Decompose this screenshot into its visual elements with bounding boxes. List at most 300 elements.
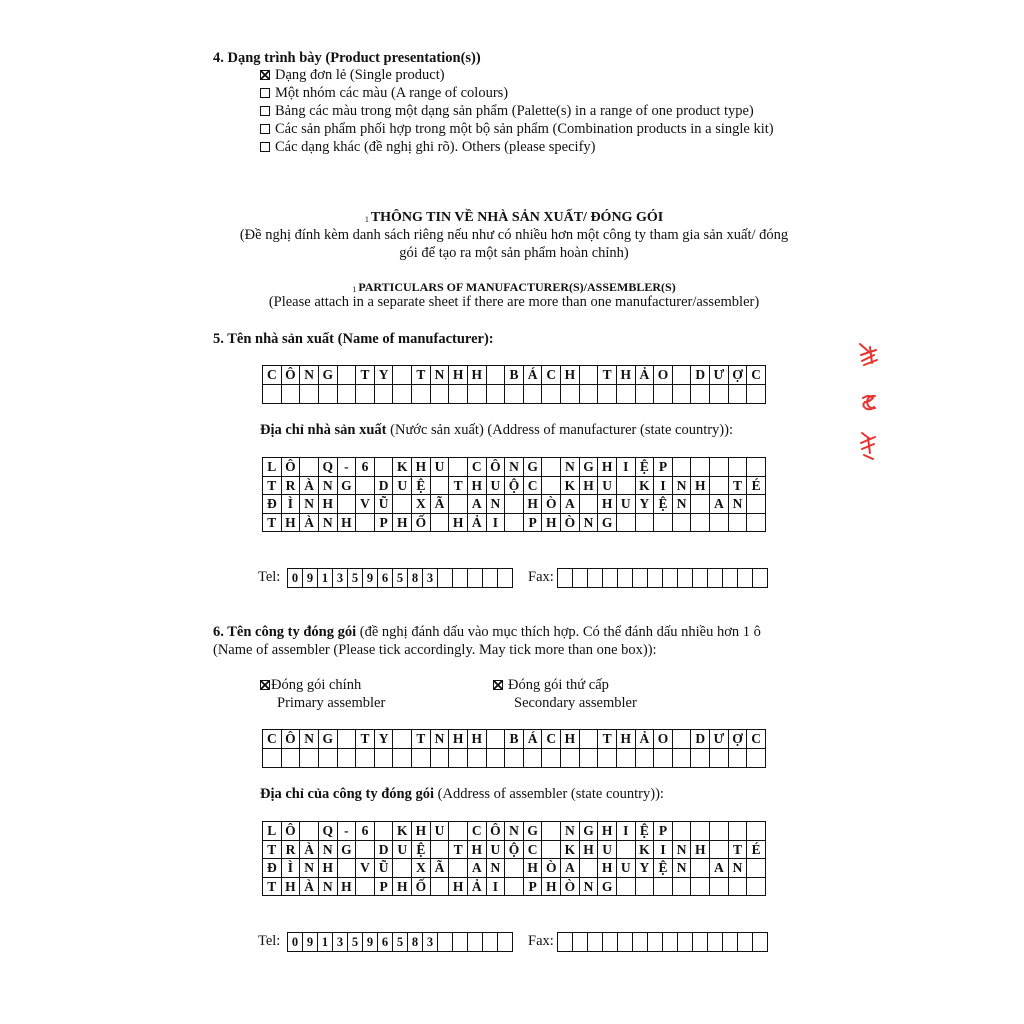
grid-cell bbox=[753, 569, 768, 588]
grid-cell: H bbox=[598, 822, 617, 841]
grid-cell bbox=[654, 385, 673, 404]
grid-cell bbox=[356, 841, 375, 860]
grid-cell bbox=[691, 495, 710, 514]
grid-cell: H bbox=[319, 495, 338, 514]
grid-cell: Ả bbox=[636, 730, 655, 749]
grid-cell bbox=[542, 458, 561, 477]
grid-cell bbox=[498, 933, 513, 952]
grid-cell: H bbox=[617, 730, 636, 749]
grid-cell: T bbox=[729, 477, 748, 496]
grid-cell bbox=[673, 514, 692, 533]
grid-cell bbox=[338, 366, 357, 385]
grid-cell bbox=[449, 822, 468, 841]
grid-cell bbox=[393, 749, 412, 768]
grid-cell bbox=[673, 878, 692, 897]
grid-cell bbox=[693, 569, 708, 588]
grid-cell: P bbox=[375, 878, 394, 897]
grid-cell bbox=[617, 841, 636, 860]
grid-cell bbox=[654, 749, 673, 768]
grid-cell bbox=[598, 385, 617, 404]
grid-cell bbox=[691, 878, 710, 897]
option-combination-kit bbox=[260, 120, 774, 138]
grid-cell bbox=[747, 495, 766, 514]
grid-cell: H bbox=[393, 878, 412, 897]
grid-cell: T bbox=[449, 477, 468, 496]
grid-cell: T bbox=[449, 841, 468, 860]
grid-cell: I bbox=[617, 822, 636, 841]
grid-cell: T bbox=[598, 730, 617, 749]
grid-cell bbox=[431, 749, 450, 768]
section-6-heading-bold: 6. Tên công ty đóng gói bbox=[213, 624, 357, 640]
grid-cell: Ệ bbox=[654, 859, 673, 878]
section-6-heading-line2: (Name of assembler (Please tick accordingly. May tick more than one box)): bbox=[213, 642, 657, 658]
grid-cell: 9 bbox=[363, 569, 378, 588]
grid-cell: N bbox=[673, 495, 692, 514]
assembler-address-grid bbox=[262, 821, 766, 896]
grid-cell: N bbox=[300, 859, 319, 878]
grid-cell: Ệ bbox=[636, 822, 655, 841]
grid-cell: O bbox=[654, 366, 673, 385]
grid-cell bbox=[633, 933, 648, 952]
option-others bbox=[260, 138, 774, 156]
grid-cell: H bbox=[412, 822, 431, 841]
grid-cell: T bbox=[263, 878, 282, 897]
grid-cell: H bbox=[598, 495, 617, 514]
grid-cell: K bbox=[561, 841, 580, 860]
assembler-fax-grid bbox=[557, 932, 768, 952]
grid-cell: K bbox=[561, 477, 580, 496]
grid-cell: Ả bbox=[468, 514, 487, 533]
grid-cell: 3 bbox=[423, 569, 438, 588]
grid-cell bbox=[300, 822, 319, 841]
grid-cell: 6 bbox=[378, 569, 393, 588]
grid-cell bbox=[356, 385, 375, 404]
grid-cell: U bbox=[487, 477, 506, 496]
grid-cell bbox=[710, 878, 729, 897]
grid-cell bbox=[449, 458, 468, 477]
grid-cell bbox=[678, 933, 693, 952]
grid-cell: T bbox=[412, 366, 431, 385]
grid-cell: Y bbox=[636, 495, 655, 514]
grid-cell bbox=[505, 495, 524, 514]
option-label: Một nhóm các màu (A range of colours) bbox=[275, 85, 509, 101]
grid-cell: Q bbox=[319, 458, 338, 477]
particulars-note-vi-line1: (Đề nghị đính kèm danh sách riêng nếu như có nhiều hơn một công ty tham gia sản xuất/ đóng bbox=[239, 227, 789, 243]
grid-cell: Ố bbox=[412, 878, 431, 897]
grid-cell bbox=[393, 859, 412, 878]
grid-cell: C bbox=[542, 730, 561, 749]
section-6-heading-rest: (đề nghị đánh dấu vào mục thích hợp. Có thể đánh dấu nhiều hơn 1 ô bbox=[359, 624, 761, 640]
particulars-title-vi bbox=[164, 208, 864, 228]
grid-cell bbox=[691, 822, 710, 841]
grid-cell: G bbox=[598, 878, 617, 897]
grid-cell bbox=[561, 385, 580, 404]
grid-cell: U bbox=[617, 495, 636, 514]
grid-cell: N bbox=[729, 859, 748, 878]
grid-cell bbox=[431, 385, 450, 404]
grid-cell: Ũ bbox=[375, 859, 394, 878]
grid-cell bbox=[663, 569, 678, 588]
manufacturer-fax-grid bbox=[557, 568, 768, 588]
grid-cell: H bbox=[691, 841, 710, 860]
grid-cell: I bbox=[654, 841, 673, 860]
grid-cell: V bbox=[356, 495, 375, 514]
grid-cell: A bbox=[710, 859, 729, 878]
grid-cell: I bbox=[487, 878, 506, 897]
grid-cell bbox=[678, 569, 693, 588]
grid-cell: Ô bbox=[282, 366, 301, 385]
grid-cell bbox=[673, 458, 692, 477]
grid-cell: O bbox=[654, 730, 673, 749]
grid-cell: C bbox=[747, 366, 766, 385]
particulars-note-en: (Please attach in a separate sheet if there are more than one manufacturer/assembler) bbox=[268, 294, 760, 310]
grid-cell: K bbox=[393, 458, 412, 477]
grid-cell: X bbox=[412, 495, 431, 514]
grid-cell: Ộ bbox=[505, 841, 524, 860]
grid-cell: Đ bbox=[263, 495, 282, 514]
grid-cell bbox=[729, 822, 748, 841]
grid-cell: D bbox=[375, 477, 394, 496]
grid-cell: H bbox=[449, 878, 468, 897]
grid-cell: Y bbox=[375, 366, 394, 385]
grid-cell bbox=[747, 749, 766, 768]
grid-cell bbox=[617, 477, 636, 496]
grid-cell: T bbox=[356, 730, 375, 749]
grid-cell bbox=[710, 841, 729, 860]
grid-cell bbox=[375, 458, 394, 477]
manufacturer-tel-label: Tel: bbox=[258, 569, 281, 585]
grid-cell bbox=[319, 385, 338, 404]
grid-cell: Ả bbox=[468, 878, 487, 897]
grid-cell: 1 bbox=[318, 569, 333, 588]
grid-cell: P bbox=[654, 822, 673, 841]
grid-cell: U bbox=[393, 477, 412, 496]
grid-cell bbox=[431, 477, 450, 496]
grid-cell: 5 bbox=[393, 933, 408, 952]
manufacturer-fax-label: Fax: bbox=[528, 569, 554, 585]
grid-cell: Ò bbox=[561, 514, 580, 533]
grid-cell: G bbox=[338, 477, 357, 496]
grid-cell bbox=[729, 749, 748, 768]
checkbox-icon bbox=[260, 680, 270, 690]
address-label-bold: Địa chỉ của công ty đóng gói bbox=[260, 786, 435, 802]
grid-cell: I bbox=[487, 514, 506, 533]
grid-cell: H bbox=[282, 878, 301, 897]
grid-cell: Y bbox=[375, 730, 394, 749]
grid-cell: H bbox=[542, 878, 561, 897]
grid-cell: É bbox=[747, 477, 766, 496]
grid-cell: L bbox=[263, 458, 282, 477]
grid-cell: N bbox=[431, 366, 450, 385]
grid-cell: À bbox=[300, 514, 319, 533]
grid-cell bbox=[710, 458, 729, 477]
manufacturer-name-grid bbox=[262, 365, 766, 404]
grid-cell: A bbox=[561, 495, 580, 514]
grid-cell bbox=[673, 749, 692, 768]
grid-cell bbox=[356, 477, 375, 496]
grid-cell: H bbox=[468, 841, 487, 860]
grid-cell bbox=[542, 822, 561, 841]
grid-cell bbox=[558, 933, 573, 952]
grid-cell bbox=[468, 749, 487, 768]
grid-cell: N bbox=[673, 859, 692, 878]
grid-cell bbox=[738, 569, 753, 588]
grid-cell bbox=[468, 933, 483, 952]
grid-cell: U bbox=[617, 859, 636, 878]
grid-cell bbox=[618, 569, 633, 588]
grid-cell: N bbox=[580, 878, 599, 897]
option-label: Các sản phẩm phối hợp trong một bộ sản phẩm (Combination products in a single kit) bbox=[275, 121, 774, 137]
grid-cell: Ệ bbox=[412, 477, 431, 496]
grid-cell bbox=[729, 878, 748, 897]
grid-cell: A bbox=[468, 859, 487, 878]
grid-cell: Ợ bbox=[729, 730, 748, 749]
grid-cell bbox=[356, 514, 375, 533]
grid-cell: H bbox=[449, 730, 468, 749]
grid-cell: B bbox=[505, 366, 524, 385]
grid-cell bbox=[693, 933, 708, 952]
grid-cell: - bbox=[338, 458, 357, 477]
grid-cell: K bbox=[636, 477, 655, 496]
grid-cell bbox=[487, 749, 506, 768]
grid-cell bbox=[282, 749, 301, 768]
grid-cell: N bbox=[673, 477, 692, 496]
grid-cell bbox=[710, 822, 729, 841]
grid-cell bbox=[580, 366, 599, 385]
grid-cell bbox=[691, 859, 710, 878]
grid-cell: U bbox=[598, 841, 617, 860]
grid-cell: U bbox=[598, 477, 617, 496]
grid-cell bbox=[723, 569, 738, 588]
grid-cell bbox=[453, 933, 468, 952]
grid-cell: G bbox=[598, 514, 617, 533]
grid-cell: 9 bbox=[363, 933, 378, 952]
grid-cell: É bbox=[747, 841, 766, 860]
grid-cell bbox=[617, 878, 636, 897]
grid-cell: H bbox=[468, 477, 487, 496]
grid-cell bbox=[542, 841, 561, 860]
grid-cell bbox=[505, 859, 524, 878]
grid-cell: N bbox=[300, 366, 319, 385]
grid-cell bbox=[747, 385, 766, 404]
grid-cell bbox=[412, 385, 431, 404]
grid-cell: T bbox=[729, 841, 748, 860]
grid-cell: 5 bbox=[393, 569, 408, 588]
option-label: Các dạng khác (đề nghị ghi rõ). Others (please specify) bbox=[275, 139, 596, 155]
grid-cell: Ô bbox=[282, 822, 301, 841]
grid-cell bbox=[747, 514, 766, 533]
assembler-tel-grid bbox=[287, 932, 513, 952]
grid-cell: H bbox=[542, 514, 561, 533]
grid-cell: H bbox=[412, 458, 431, 477]
grid-cell bbox=[542, 749, 561, 768]
grid-cell bbox=[573, 569, 588, 588]
grid-cell bbox=[431, 841, 450, 860]
grid-cell: N bbox=[319, 878, 338, 897]
section-5-heading: 5. Tên nhà sản xuất (Name of manufacturer): bbox=[213, 331, 494, 347]
grid-cell: N bbox=[300, 730, 319, 749]
grid-cell bbox=[561, 749, 580, 768]
grid-cell: Ò bbox=[542, 859, 561, 878]
grid-cell bbox=[393, 730, 412, 749]
grid-cell: Đ bbox=[263, 859, 282, 878]
grid-cell: G bbox=[580, 822, 599, 841]
grid-cell bbox=[468, 385, 487, 404]
grid-cell bbox=[636, 749, 655, 768]
grid-cell: N bbox=[673, 841, 692, 860]
grid-cell bbox=[375, 822, 394, 841]
grid-cell: H bbox=[282, 514, 301, 533]
grid-cell bbox=[729, 514, 748, 533]
grid-cell bbox=[580, 859, 599, 878]
footnote-mark: 1 bbox=[364, 215, 369, 224]
grid-cell: H bbox=[338, 514, 357, 533]
assembler-type-primary bbox=[260, 676, 361, 694]
grid-cell: C bbox=[468, 458, 487, 477]
grid-cell: - bbox=[338, 822, 357, 841]
grid-cell: H bbox=[598, 859, 617, 878]
grid-cell: Ô bbox=[282, 458, 301, 477]
grid-cell: 3 bbox=[333, 569, 348, 588]
grid-cell: H bbox=[468, 730, 487, 749]
grid-cell: 6 bbox=[378, 933, 393, 952]
grid-cell: N bbox=[561, 822, 580, 841]
option-single-product bbox=[260, 66, 774, 84]
grid-cell bbox=[300, 458, 319, 477]
grid-cell: À bbox=[300, 841, 319, 860]
grid-cell: G bbox=[338, 841, 357, 860]
grid-cell bbox=[691, 749, 710, 768]
grid-cell: N bbox=[487, 495, 506, 514]
grid-cell bbox=[673, 822, 692, 841]
grid-cell: T bbox=[263, 514, 282, 533]
grid-cell bbox=[673, 730, 692, 749]
grid-cell bbox=[487, 730, 506, 749]
grid-cell bbox=[505, 878, 524, 897]
grid-cell: I bbox=[654, 477, 673, 496]
grid-cell bbox=[691, 385, 710, 404]
manufacturer-address-label bbox=[260, 421, 733, 439]
grid-cell bbox=[375, 385, 394, 404]
grid-cell: P bbox=[524, 878, 543, 897]
grid-cell bbox=[338, 859, 357, 878]
grid-cell bbox=[729, 385, 748, 404]
grid-cell: Ũ bbox=[375, 495, 394, 514]
grid-cell bbox=[633, 569, 648, 588]
grid-cell: 5 bbox=[348, 569, 363, 588]
grid-cell bbox=[636, 878, 655, 897]
grid-cell bbox=[654, 878, 673, 897]
grid-cell: H bbox=[561, 730, 580, 749]
grid-cell bbox=[524, 749, 543, 768]
grid-cell bbox=[356, 749, 375, 768]
grid-cell: K bbox=[636, 841, 655, 860]
grid-cell: Ô bbox=[487, 458, 506, 477]
grid-cell bbox=[673, 385, 692, 404]
grid-cell: H bbox=[598, 458, 617, 477]
assembler-address-label bbox=[260, 785, 664, 803]
grid-cell: Ệ bbox=[654, 495, 673, 514]
grid-cell bbox=[648, 933, 663, 952]
option-label: Dạng đơn lẻ (Single product) bbox=[275, 67, 445, 83]
grid-cell bbox=[708, 933, 723, 952]
grid-cell: N bbox=[319, 841, 338, 860]
grid-cell: N bbox=[300, 495, 319, 514]
assembler-type-label-en: Secondary assembler bbox=[514, 695, 637, 711]
grid-cell: N bbox=[505, 822, 524, 841]
grid-cell bbox=[338, 495, 357, 514]
grid-cell: 6 bbox=[356, 458, 375, 477]
grid-cell: H bbox=[691, 477, 710, 496]
grid-cell: Ã bbox=[431, 859, 450, 878]
grid-cell: T bbox=[412, 730, 431, 749]
grid-cell: N bbox=[431, 730, 450, 749]
grid-cell: Ã bbox=[431, 495, 450, 514]
grid-cell bbox=[300, 749, 319, 768]
grid-cell: C bbox=[524, 841, 543, 860]
grid-cell: À bbox=[300, 477, 319, 496]
grid-cell: H bbox=[449, 366, 468, 385]
grid-cell: 9 bbox=[303, 569, 318, 588]
grid-cell bbox=[729, 458, 748, 477]
grid-cell bbox=[487, 366, 506, 385]
grid-cell bbox=[375, 749, 394, 768]
grid-cell bbox=[747, 822, 766, 841]
grid-cell: C bbox=[524, 477, 543, 496]
address-label-rest: (Nước sản xuất) (Address of manufacturer (state country)): bbox=[390, 422, 733, 438]
grid-cell: 6 bbox=[356, 822, 375, 841]
grid-cell: Ô bbox=[487, 822, 506, 841]
grid-cell bbox=[338, 730, 357, 749]
grid-cell bbox=[617, 385, 636, 404]
grid-cell: H bbox=[449, 514, 468, 533]
grid-cell: Á bbox=[524, 730, 543, 749]
grid-cell: Ì bbox=[282, 495, 301, 514]
grid-cell: C bbox=[542, 366, 561, 385]
assembler-type-label-vi: Đóng gói chính bbox=[271, 677, 362, 693]
grid-cell bbox=[338, 749, 357, 768]
title-vi-text: THÔNG TIN VỀ NHÀ SẢN XUẤT/ ĐÓNG GÓI bbox=[370, 210, 664, 225]
grid-cell bbox=[319, 749, 338, 768]
grid-cell bbox=[691, 458, 710, 477]
grid-cell bbox=[618, 933, 633, 952]
grid-cell: H bbox=[524, 495, 543, 514]
grid-cell bbox=[580, 730, 599, 749]
grid-cell: V bbox=[356, 859, 375, 878]
grid-cell bbox=[431, 878, 450, 897]
grid-cell bbox=[453, 569, 468, 588]
grid-cell: H bbox=[468, 366, 487, 385]
grid-cell: T bbox=[598, 366, 617, 385]
grid-cell: T bbox=[263, 841, 282, 860]
grid-cell bbox=[468, 569, 483, 588]
assembler-tel-label: Tel: bbox=[258, 933, 281, 949]
grid-cell: Ư bbox=[710, 366, 729, 385]
address-label-rest: (Address of assembler (state country)): bbox=[437, 786, 664, 802]
checkbox-icon bbox=[493, 680, 503, 690]
grid-cell: N bbox=[319, 477, 338, 496]
grid-cell: H bbox=[338, 878, 357, 897]
grid-cell: 1 bbox=[318, 933, 333, 952]
grid-cell: Ò bbox=[561, 878, 580, 897]
grid-cell: Ệ bbox=[412, 841, 431, 860]
grid-cell: Ợ bbox=[729, 366, 748, 385]
grid-cell bbox=[617, 514, 636, 533]
grid-cell: P bbox=[524, 514, 543, 533]
grid-cell: 8 bbox=[408, 569, 423, 588]
grid-cell bbox=[449, 859, 468, 878]
grid-cell bbox=[573, 933, 588, 952]
